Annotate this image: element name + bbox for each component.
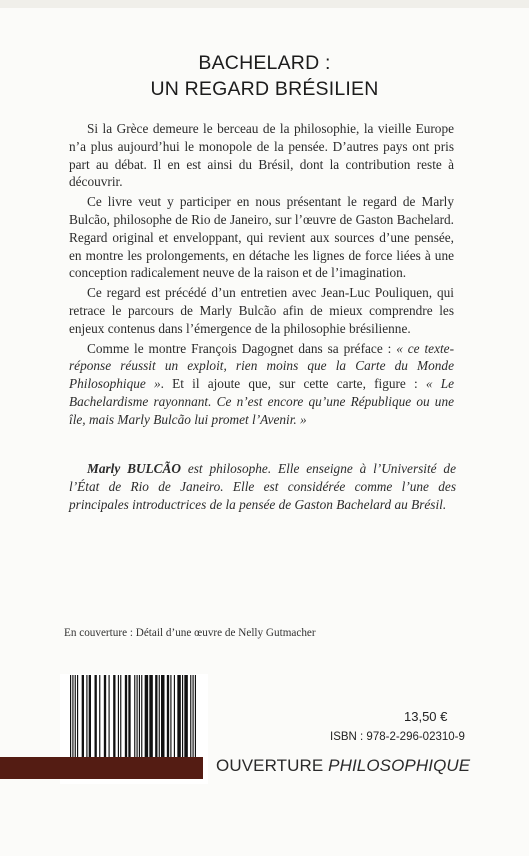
barcode-bar (89, 675, 91, 757)
dagognet-intro: Comme le montre François Dagognet dans sa préface : (87, 340, 397, 356)
barcode-bar (70, 675, 71, 757)
barcode-bar (141, 675, 142, 757)
barcode-bar (182, 675, 183, 757)
barcode-bar (149, 675, 153, 757)
barcode-bar (77, 675, 78, 757)
barcode-bar (75, 675, 76, 757)
book-title (0, 50, 529, 102)
barcode-bar (72, 675, 73, 757)
barcode-bar (193, 675, 194, 757)
barcode-bar (125, 675, 127, 757)
barcode-bar (145, 675, 149, 757)
author-bio-text: est philosophe. Elle enseigne à l’Université de l’État de Rio de Janeiro. Elle est considérée comme l’une des principales introductrices de la pensée de Gaston Bachelard au Brésil. (69, 461, 456, 512)
barcode-bar (155, 675, 157, 757)
barcode-bar (159, 675, 160, 757)
top-edge (0, 0, 529, 8)
barcode-bar (184, 675, 188, 757)
barcode-bar (82, 675, 84, 757)
barcode-bar (190, 675, 191, 757)
series-name (216, 756, 470, 776)
barcode-bars (64, 675, 204, 759)
barcode-bar (137, 675, 138, 757)
author-bio (69, 460, 456, 514)
title-line-1: BACHELARD : (198, 52, 331, 74)
author-bio-paragraph (69, 460, 456, 514)
author-name: Marly BULCÃO (87, 461, 182, 476)
blurb (69, 120, 454, 429)
blurb-paragraph-2: Ce livre veut y participer en nous présentant le regard de Marly Bulcão, philosophe de Rio de Janeiro, sur l’œuvre de Gaston Bachelard. Regard original et enveloppant, qui revient aux sources d’une pensée, en montre les prolongements, en détache les lignes de force liées à une conception radicalement neuve de la raison et de l’imagination. (69, 194, 454, 281)
title-line-2: UN REGARD BRÉSILIEN (150, 78, 379, 100)
barcode-bar (177, 675, 181, 757)
barcode-bar (128, 675, 130, 757)
series-color-bar (0, 757, 203, 779)
barcode-bar (118, 675, 119, 757)
dagognet-middle: . Et il ajoute que, sur cette carte, figure : (160, 376, 426, 392)
isbn: ISBN : 978-2-296-02310-9 (330, 731, 465, 743)
cover-credit: En couverture : Détail d’une œuvre de Nelly Gutmacher (64, 627, 316, 639)
blurb-paragraph-1: Si la Grèce demeure le berceau de la philosophie, la vieille Europe n’a plus aujourd’hui le monopole de la pensée. D’autres pays ont pris part au débat. Il en est ainsi du Brésil, dont la contribution reste à découvrir. (69, 121, 454, 190)
dagognet-quote-1: « ce texte-réponse réussit un exploit, rien moins que la Carte du Monde Philosophique » (69, 340, 454, 392)
series-name-part-2: PHILOSOPHIQUE (328, 756, 471, 775)
price: 13,50 € (404, 709, 448, 724)
barcode-bar (161, 675, 165, 757)
barcode-bar (195, 675, 196, 757)
blurb-paragraph-4 (69, 340, 454, 429)
barcode-bar (86, 675, 87, 757)
barcode-bar (139, 675, 140, 757)
barcode-bar (120, 675, 121, 757)
series-name-part-1: OUVERTURE (216, 756, 329, 775)
barcode-bar (134, 675, 135, 757)
barcode-bar (170, 675, 171, 757)
barcode-bar (113, 675, 115, 757)
barcode-bar (104, 675, 106, 757)
barcode-bar (174, 675, 175, 757)
barcode-bar (99, 675, 100, 757)
dagognet-quote-2: « Le Bachelardisme rayonnant. Ce n’est encore qu’une République ou une île, mais Marly Bulcão lui promet l’Avenir. » (69, 376, 454, 427)
blurb-paragraph-3: Ce regard est précédé d’un entretien avec Jean-Luc Pouliquen, qui retrace le parcours de Marly Bulcão afin de mieux comprendre les enjeux contenus dans l’émergence de la philosophie brésilienne. (69, 285, 454, 336)
barcode-bar (109, 675, 110, 757)
barcode-bar (95, 675, 97, 757)
barcode-bar (167, 675, 169, 757)
